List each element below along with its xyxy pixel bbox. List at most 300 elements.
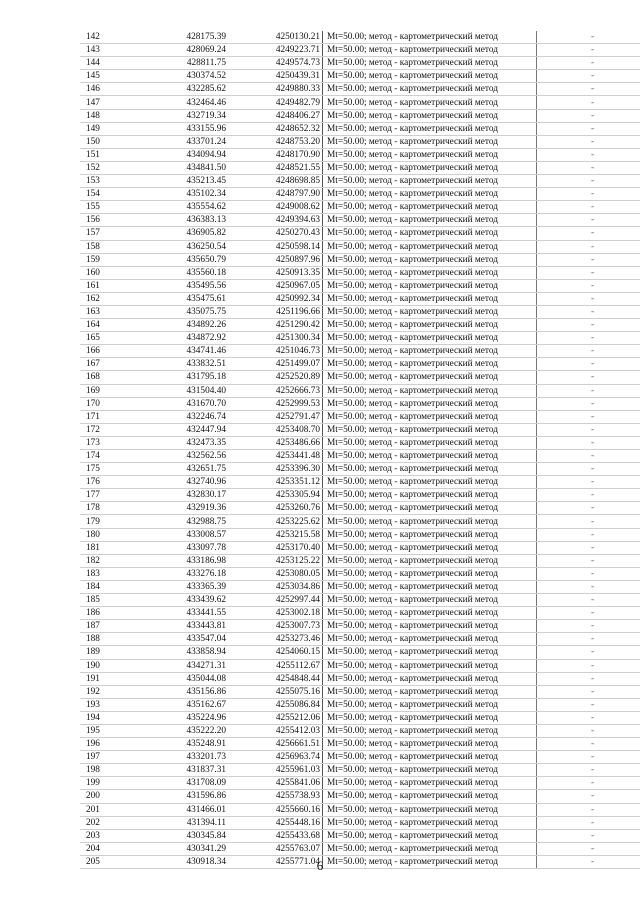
point-number: 154 [80,188,141,201]
table-row [80,96,640,109]
point-number: 156 [80,214,141,227]
extra-value: - [537,279,640,292]
table-row [80,31,640,44]
y-coordinate: 4248753.20 [234,135,323,148]
y-coordinate: 4250897.96 [234,253,323,266]
extra-value: - [537,135,640,148]
table-row [80,633,640,646]
y-coordinate: 4255086.84 [234,698,323,711]
extra-value: - [537,227,640,240]
extra-value: - [537,31,640,44]
point-number: 164 [80,319,141,332]
x-coordinate: 432651.75 [141,463,234,476]
table-body [80,31,640,869]
point-number: 197 [80,751,141,764]
point-number: 151 [80,148,141,161]
extra-value: - [537,842,640,855]
y-coordinate: 4254848.44 [234,672,323,685]
x-coordinate: 435248.91 [141,738,234,751]
point-number: 177 [80,489,141,502]
y-coordinate: 4248170.90 [234,148,323,161]
extra-value: - [537,397,640,410]
table-row [80,580,640,593]
y-coordinate: 4249880.33 [234,83,323,96]
accuracy-method: Mt=50.00; метод - картометрический метод [323,253,537,266]
table-row [80,305,640,318]
extra-value: - [537,371,640,384]
point-number: 169 [80,384,141,397]
extra-value: - [537,253,640,266]
table-row [80,554,640,567]
x-coordinate: 430374.52 [141,70,234,83]
point-number: 188 [80,633,141,646]
table-row [80,161,640,174]
extra-value: - [537,698,640,711]
x-coordinate: 431670.70 [141,397,234,410]
point-number: 189 [80,646,141,659]
extra-value: - [537,777,640,790]
y-coordinate: 4253273.46 [234,633,323,646]
point-number: 168 [80,371,141,384]
accuracy-method: Mt=50.00; метод - картометрический метод [323,332,537,345]
point-number: 190 [80,659,141,672]
y-coordinate: 4253170.40 [234,541,323,554]
x-coordinate: 433441.55 [141,607,234,620]
y-coordinate: 4255075.16 [234,685,323,698]
x-coordinate: 431504.40 [141,384,234,397]
extra-value: - [537,450,640,463]
table-row [80,384,640,397]
y-coordinate: 4248406.27 [234,109,323,122]
extra-value: - [537,829,640,842]
x-coordinate: 432988.75 [141,515,234,528]
table-row [80,659,640,672]
extra-value: - [537,816,640,829]
point-number: 198 [80,764,141,777]
table-row [80,332,640,345]
point-number: 192 [80,685,141,698]
x-coordinate: 430341.29 [141,842,234,855]
accuracy-method: Mt=50.00; метод - картометрический метод [323,135,537,148]
extra-value: - [537,463,640,476]
point-number: 158 [80,240,141,253]
y-coordinate: 4248698.85 [234,175,323,188]
x-coordinate: 430345.84 [141,829,234,842]
table-row [80,240,640,253]
x-coordinate: 434271.31 [141,659,234,672]
accuracy-method: Mt=50.00; метод - картометрический метод [323,214,537,227]
accuracy-method: Mt=50.00; метод - картометрический метод [323,44,537,57]
y-coordinate: 4253486.66 [234,436,323,449]
accuracy-method: Mt=50.00; метод - картометрический метод [323,554,537,567]
x-coordinate: 433155.96 [141,122,234,135]
accuracy-method: Mt=50.00; метод - картометрический метод [323,816,537,829]
accuracy-method: Mt=50.00; метод - картометрический метод [323,358,537,371]
extra-value: - [537,332,640,345]
x-coordinate: 433547.04 [141,633,234,646]
point-number: 204 [80,842,141,855]
y-coordinate: 4254060.15 [234,646,323,659]
x-coordinate: 432285.62 [141,83,234,96]
table-row [80,135,640,148]
point-number: 152 [80,161,141,174]
extra-value: - [537,44,640,57]
point-number: 176 [80,476,141,489]
y-coordinate: 4249482.79 [234,96,323,109]
x-coordinate: 433701.24 [141,135,234,148]
y-coordinate: 4255212.06 [234,711,323,724]
accuracy-method: Mt=50.00; метод - картометрический метод [323,528,537,541]
y-coordinate: 4253002.18 [234,607,323,620]
y-coordinate: 4252666.73 [234,384,323,397]
point-number: 203 [80,829,141,842]
extra-value: - [537,214,640,227]
x-coordinate: 431596.86 [141,790,234,803]
extra-value: - [537,436,640,449]
y-coordinate: 4253441.48 [234,450,323,463]
point-number: 172 [80,423,141,436]
y-coordinate: 4255961.03 [234,764,323,777]
point-number: 179 [80,515,141,528]
accuracy-method: Mt=50.00; метод - картометрический метод [323,711,537,724]
accuracy-method: Mt=50.00; метод - картометрический метод [323,31,537,44]
extra-value: - [537,148,640,161]
accuracy-method: Mt=50.00; метод - картометрический метод [323,266,537,279]
table-row [80,266,640,279]
x-coordinate: 432246.74 [141,410,234,423]
point-number: 201 [80,803,141,816]
accuracy-method: Mt=50.00; метод - картометрический метод [323,240,537,253]
x-coordinate: 435475.61 [141,292,234,305]
y-coordinate: 4250270.43 [234,227,323,240]
point-number: 143 [80,44,141,57]
extra-value: - [537,122,640,135]
extra-value: - [537,594,640,607]
table-row [80,70,640,83]
extra-value: - [537,633,640,646]
x-coordinate: 433201.73 [141,751,234,764]
accuracy-method: Mt=50.00; метод - картометрический метод [323,646,537,659]
accuracy-method: Mt=50.00; метод - картометрический метод [323,829,537,842]
extra-value: - [537,554,640,567]
x-coordinate: 434841.50 [141,161,234,174]
y-coordinate: 4248652.32 [234,122,323,135]
table-row [80,816,640,829]
y-coordinate: 4255841.06 [234,777,323,790]
y-coordinate: 4251290.42 [234,319,323,332]
table-row [80,790,640,803]
table-row [80,423,640,436]
point-number: 146 [80,83,141,96]
x-coordinate: 435495.56 [141,279,234,292]
accuracy-method: Mt=50.00; метод - картометрический метод [323,175,537,188]
point-number: 144 [80,57,141,70]
point-number: 147 [80,96,141,109]
extra-value: - [537,384,640,397]
x-coordinate: 435156.86 [141,685,234,698]
x-coordinate: 428069.24 [141,44,234,57]
y-coordinate: 4255433.68 [234,829,323,842]
y-coordinate: 4255412.03 [234,724,323,737]
table-row [80,515,640,528]
extra-value: - [537,855,640,868]
table-row [80,463,640,476]
x-coordinate: 435224.96 [141,711,234,724]
accuracy-method: Mt=50.00; метод - картометрический метод [323,423,537,436]
table-row [80,528,640,541]
x-coordinate: 432562.56 [141,450,234,463]
accuracy-method: Mt=50.00; метод - картометрический метод [323,502,537,515]
y-coordinate: 4255738.93 [234,790,323,803]
y-coordinate: 4253408.70 [234,423,323,436]
table-row [80,672,640,685]
accuracy-method: Mt=50.00; метод - картометрический метод [323,607,537,620]
table-row [80,777,640,790]
y-coordinate: 4251046.73 [234,345,323,358]
point-number: 184 [80,580,141,593]
x-coordinate: 433832.51 [141,358,234,371]
table-row [80,711,640,724]
extra-value: - [537,410,640,423]
y-coordinate: 4250130.21 [234,31,323,44]
accuracy-method: Mt=50.00; метод - картометрический метод [323,410,537,423]
extra-value: - [537,738,640,751]
table-row [80,502,640,515]
table-row [80,371,640,384]
accuracy-method: Mt=50.00; метод - картометрический метод [323,70,537,83]
extra-value: - [537,266,640,279]
table-row [80,279,640,292]
accuracy-method: Mt=50.00; метод - картометрический метод [323,842,537,855]
table-row [80,253,640,266]
accuracy-method: Mt=50.00; метод - картометрический метод [323,567,537,580]
x-coordinate: 432830.17 [141,489,234,502]
point-number: 149 [80,122,141,135]
y-coordinate: 4255660.16 [234,803,323,816]
table-row [80,724,640,737]
extra-value: - [537,305,640,318]
accuracy-method: Mt=50.00; метод - картометрический метод [323,201,537,214]
x-coordinate: 433443.81 [141,620,234,633]
accuracy-method: Mt=50.00; метод - картометрический метод [323,580,537,593]
accuracy-method: Mt=50.00; метод - картометрический метод [323,148,537,161]
x-coordinate: 435650.79 [141,253,234,266]
accuracy-method: Mt=50.00; метод - картометрический метод [323,541,537,554]
x-coordinate: 431795.18 [141,371,234,384]
table-row [80,148,640,161]
extra-value: - [537,685,640,698]
y-coordinate: 4251300.34 [234,332,323,345]
y-coordinate: 4248521.55 [234,161,323,174]
point-number: 171 [80,410,141,423]
x-coordinate: 435554.62 [141,201,234,214]
extra-value: - [537,620,640,633]
x-coordinate: 432464.46 [141,96,234,109]
extra-value: - [537,790,640,803]
point-number: 163 [80,305,141,318]
extra-value: - [537,567,640,580]
point-number: 175 [80,463,141,476]
table-row [80,109,640,122]
extra-value: - [537,502,640,515]
accuracy-method: Mt=50.00; метод - картометрический метод [323,620,537,633]
accuracy-method: Mt=50.00; метод - картометрический метод [323,855,537,868]
table-row [80,450,640,463]
accuracy-method: Mt=50.00; метод - картометрический метод [323,685,537,698]
accuracy-method: Mt=50.00; метод - картометрический метод [323,515,537,528]
accuracy-method: Mt=50.00; метод - картометрический метод [323,724,537,737]
table-row [80,345,640,358]
table-row [80,410,640,423]
x-coordinate: 433186.98 [141,554,234,567]
x-coordinate: 428175.39 [141,31,234,44]
coordinates-table [80,31,640,869]
accuracy-method: Mt=50.00; метод - картометрический метод [323,397,537,410]
y-coordinate: 4250598.14 [234,240,323,253]
table-row [80,358,640,371]
y-coordinate: 4253125.22 [234,554,323,567]
point-number: 195 [80,724,141,737]
x-coordinate: 431466.01 [141,803,234,816]
y-coordinate: 4249008.62 [234,201,323,214]
table-row [80,122,640,135]
point-number: 181 [80,541,141,554]
accuracy-method: Mt=50.00; метод - картометрический метод [323,436,537,449]
accuracy-method: Mt=50.00; метод - картометрический метод [323,594,537,607]
x-coordinate: 428811.75 [141,57,234,70]
table-row [80,803,640,816]
accuracy-method: Mt=50.00; метод - картометрический метод [323,777,537,790]
extra-value: - [537,57,640,70]
y-coordinate: 4255112.67 [234,659,323,672]
extra-value: - [537,711,640,724]
extra-value: - [537,358,640,371]
table-row [80,44,640,57]
accuracy-method: Mt=50.00; метод - картометрический метод [323,672,537,685]
table-row [80,646,640,659]
extra-value: - [537,607,640,620]
point-number: 145 [80,70,141,83]
point-number: 167 [80,358,141,371]
table-row [80,201,640,214]
extra-value: - [537,515,640,528]
accuracy-method: Mt=50.00; метод - картометрический метод [323,790,537,803]
extra-value: - [537,659,640,672]
table-row [80,698,640,711]
point-number: 155 [80,201,141,214]
table-row [80,292,640,305]
x-coordinate: 435162.67 [141,698,234,711]
accuracy-method: Mt=50.00; метод - картометрический метод [323,292,537,305]
point-number: 161 [80,279,141,292]
extra-value: - [537,476,640,489]
point-number: 200 [80,790,141,803]
extra-value: - [537,724,640,737]
extra-value: - [537,319,640,332]
y-coordinate: 4253260.76 [234,502,323,515]
table-row [80,738,640,751]
extra-value: - [537,96,640,109]
extra-value: - [537,70,640,83]
y-coordinate: 4250992.34 [234,292,323,305]
point-number: 183 [80,567,141,580]
table-row [80,57,640,70]
y-coordinate: 4253396.30 [234,463,323,476]
extra-value: - [537,240,640,253]
accuracy-method: Mt=50.00; метод - картометрический метод [323,188,537,201]
extra-value: - [537,764,640,777]
x-coordinate: 433365.39 [141,580,234,593]
point-number: 159 [80,253,141,266]
accuracy-method: Mt=50.00; метод - картометрический метод [323,305,537,318]
point-number: 173 [80,436,141,449]
accuracy-method: Mt=50.00; метод - картометрический метод [323,83,537,96]
extra-value: - [537,646,640,659]
x-coordinate: 432719.34 [141,109,234,122]
x-coordinate: 432473.35 [141,436,234,449]
accuracy-method: Mt=50.00; метод - картометрический метод [323,633,537,646]
table-row [80,436,640,449]
table-row [80,397,640,410]
table-row [80,319,640,332]
table-row [80,764,640,777]
y-coordinate: 4253080.05 [234,567,323,580]
accuracy-method: Mt=50.00; метод - картометрический метод [323,450,537,463]
accuracy-method: Mt=50.00; метод - картометрический метод [323,659,537,672]
extra-value: - [537,580,640,593]
x-coordinate: 434094.94 [141,148,234,161]
table-row [80,567,640,580]
y-coordinate: 4248797.90 [234,188,323,201]
x-coordinate: 435102.34 [141,188,234,201]
x-coordinate: 431708.09 [141,777,234,790]
accuracy-method: Mt=50.00; метод - картометрический метод [323,489,537,502]
y-coordinate: 4256963.74 [234,751,323,764]
x-coordinate: 435075.75 [141,305,234,318]
accuracy-method: Mt=50.00; метод - картометрический метод [323,161,537,174]
accuracy-method: Mt=50.00; метод - картометрический метод [323,279,537,292]
x-coordinate: 435044.08 [141,672,234,685]
point-number: 193 [80,698,141,711]
y-coordinate: 4251196.66 [234,305,323,318]
y-coordinate: 4253034.86 [234,580,323,593]
extra-value: - [537,345,640,358]
y-coordinate: 4249223.71 [234,44,323,57]
table-row [80,541,640,554]
table-row [80,476,640,489]
table-row [80,489,640,502]
point-number: 205 [80,855,141,868]
extra-value: - [537,672,640,685]
accuracy-method: Mt=50.00; метод - картометрический метод [323,803,537,816]
table-row [80,83,640,96]
y-coordinate: 4252791.47 [234,410,323,423]
point-number: 160 [80,266,141,279]
point-number: 202 [80,816,141,829]
accuracy-method: Mt=50.00; метод - картометрический метод [323,738,537,751]
table-row [80,620,640,633]
extra-value: - [537,109,640,122]
x-coordinate: 433858.94 [141,646,234,659]
table-row [80,607,640,620]
extra-value: - [537,803,640,816]
x-coordinate: 432447.94 [141,423,234,436]
point-number: 185 [80,594,141,607]
x-coordinate: 430918.34 [141,855,234,868]
point-number: 157 [80,227,141,240]
x-coordinate: 432740.96 [141,476,234,489]
table-row [80,685,640,698]
